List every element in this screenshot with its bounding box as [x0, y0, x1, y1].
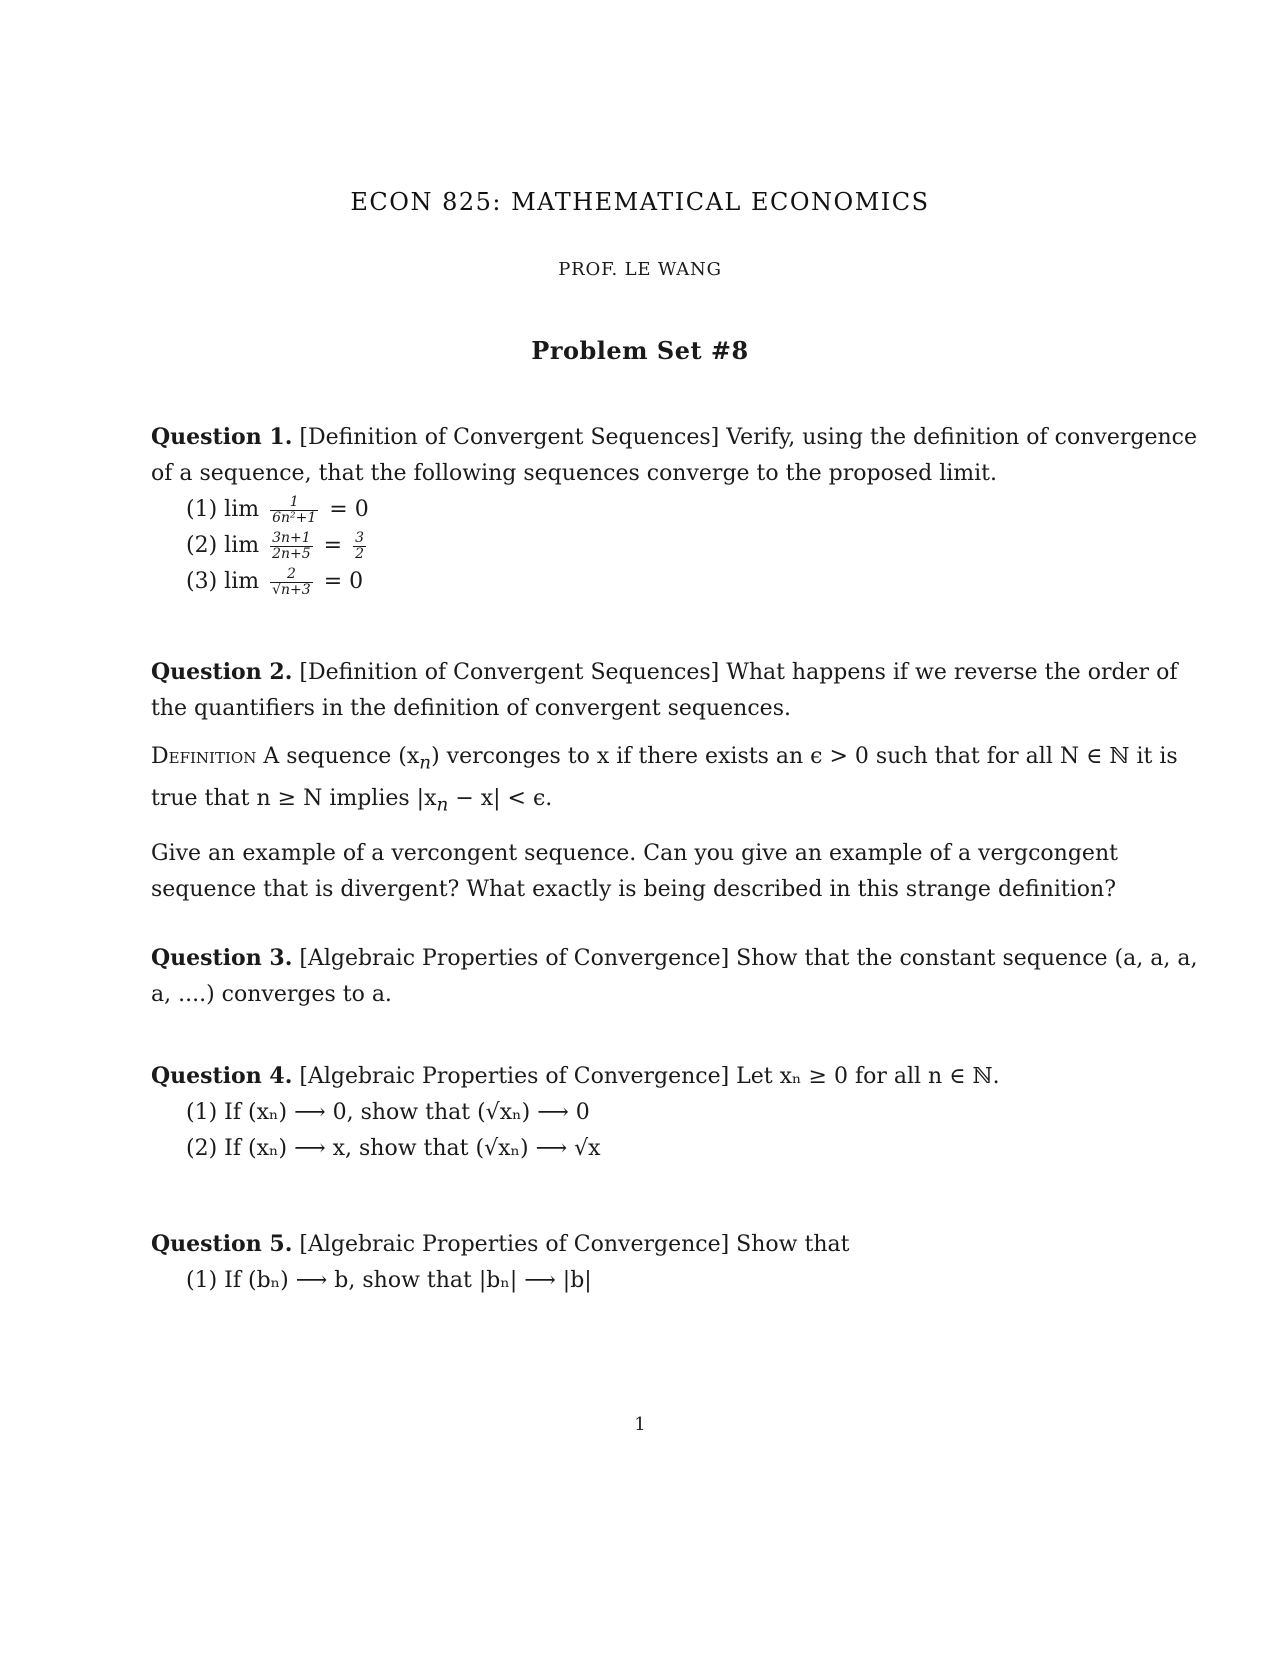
subscript: n — [436, 794, 449, 816]
definition-text-1: A sequence (x — [263, 744, 420, 769]
definition-block — [151, 739, 1201, 824]
list-item — [151, 1263, 1201, 1299]
list-item — [151, 492, 1201, 528]
question-3-label: Question 3. — [151, 945, 293, 971]
definition-text-3: − x| < ϵ. — [448, 786, 553, 812]
question-3-prompt — [151, 940, 1201, 1013]
item-marker: (1) — [186, 497, 218, 522]
item-text: If (xₙ) ⟶ x, show that (√xₙ) ⟶ √x — [224, 1136, 601, 1161]
list-item — [151, 1131, 1201, 1167]
item-marker: (2) — [186, 1136, 218, 1161]
question-4-label: Question 4. — [151, 1063, 293, 1089]
item-text: If (bₙ) ⟶ b, show that |bₙ| ⟶ |b| — [224, 1268, 592, 1293]
course-title: ECON 825: MATHEMATICAL ECONOMICS — [350, 188, 930, 216]
question-3 — [151, 940, 1201, 1013]
question-5-prompt — [151, 1226, 1201, 1263]
denominator: 6n²+1 — [272, 509, 317, 526]
lim-operator: lim — [224, 533, 260, 558]
professor-name: PROF. LE WANG — [558, 259, 722, 280]
question-1-list — [151, 492, 1201, 600]
numerator: 2 — [286, 565, 296, 582]
definition-heading: Definition — [151, 744, 257, 769]
item-marker: (3) — [186, 569, 218, 594]
denominator: 2n+5 — [272, 545, 311, 562]
question-4 — [151, 1058, 1201, 1167]
problem-set-title: Problem Set #8 — [531, 336, 749, 365]
question-1 — [151, 419, 1201, 600]
equals-sign: = — [323, 533, 343, 558]
question-5-list — [151, 1263, 1201, 1299]
list-item — [151, 564, 1201, 600]
lim-operator: lim — [224, 497, 260, 522]
question-2-followup: Give an example of a vercongent sequence. Can you give an example of a vergcongent sequence that is divergent? What exactly is being described in this strange definition? — [151, 840, 1118, 902]
item-marker: (1) — [186, 1100, 218, 1125]
subscript: n — [419, 752, 432, 774]
question-1-label: Question 1. — [151, 424, 293, 450]
question-3-text: [Algebraic Properties of Convergence] Show that the constant sequence (a, a, a, a, ....) converges to a. — [151, 946, 1198, 1007]
question-2-text: [Definition of Convergent Sequences] What happens if we reverse the order of the quantifiers in the definition of convergent sequences. — [151, 660, 1178, 721]
limit-fraction — [353, 531, 366, 562]
fraction — [270, 495, 318, 526]
question-5-label: Question 5. — [151, 1231, 293, 1257]
item-text: If (xₙ) ⟶ 0, show that (√xₙ) ⟶ 0 — [224, 1100, 590, 1125]
fraction — [270, 531, 313, 562]
numerator: 3n+1 — [272, 529, 311, 546]
question-4-prompt — [151, 1058, 1201, 1095]
list-item — [151, 1095, 1201, 1131]
question-4-text: [Algebraic Properties of Convergence] Let xₙ ≥ 0 for all n ∈ ℕ. — [299, 1064, 1000, 1089]
limit-value: = 0 — [329, 497, 369, 522]
item-marker: (2) — [186, 533, 218, 558]
lim-operator: lim — [224, 569, 260, 594]
numerator: 1 — [289, 493, 299, 510]
question-4-list — [151, 1095, 1201, 1167]
question-2-prompt — [151, 654, 1201, 727]
question-1-prompt — [151, 419, 1201, 492]
item-marker: (1) — [186, 1268, 218, 1293]
limit-value: = 0 — [323, 569, 364, 594]
numerator: 3 — [355, 529, 365, 546]
denominator: √n+3 — [272, 581, 311, 598]
question-1-text: [Definition of Convergent Sequences] Verify, using the definition of convergence of a sequence, that the following sequences converge to the proposed limit. — [151, 425, 1197, 486]
page-number: 1 — [634, 1414, 646, 1435]
question-5-text: [Algebraic Properties of Convergence] Show that — [299, 1232, 850, 1257]
fraction — [270, 567, 313, 598]
definition-text-2: ) verconges to x if there exists an ϵ > 0 such that for all N ∈ ℕ it is true that n ≥ N implies |x — [151, 744, 1178, 812]
denominator: 2 — [355, 545, 365, 562]
question-2-label: Question 2. — [151, 659, 293, 685]
question-5 — [151, 1226, 1201, 1299]
list-item — [151, 528, 1201, 564]
question-2 — [151, 654, 1201, 908]
